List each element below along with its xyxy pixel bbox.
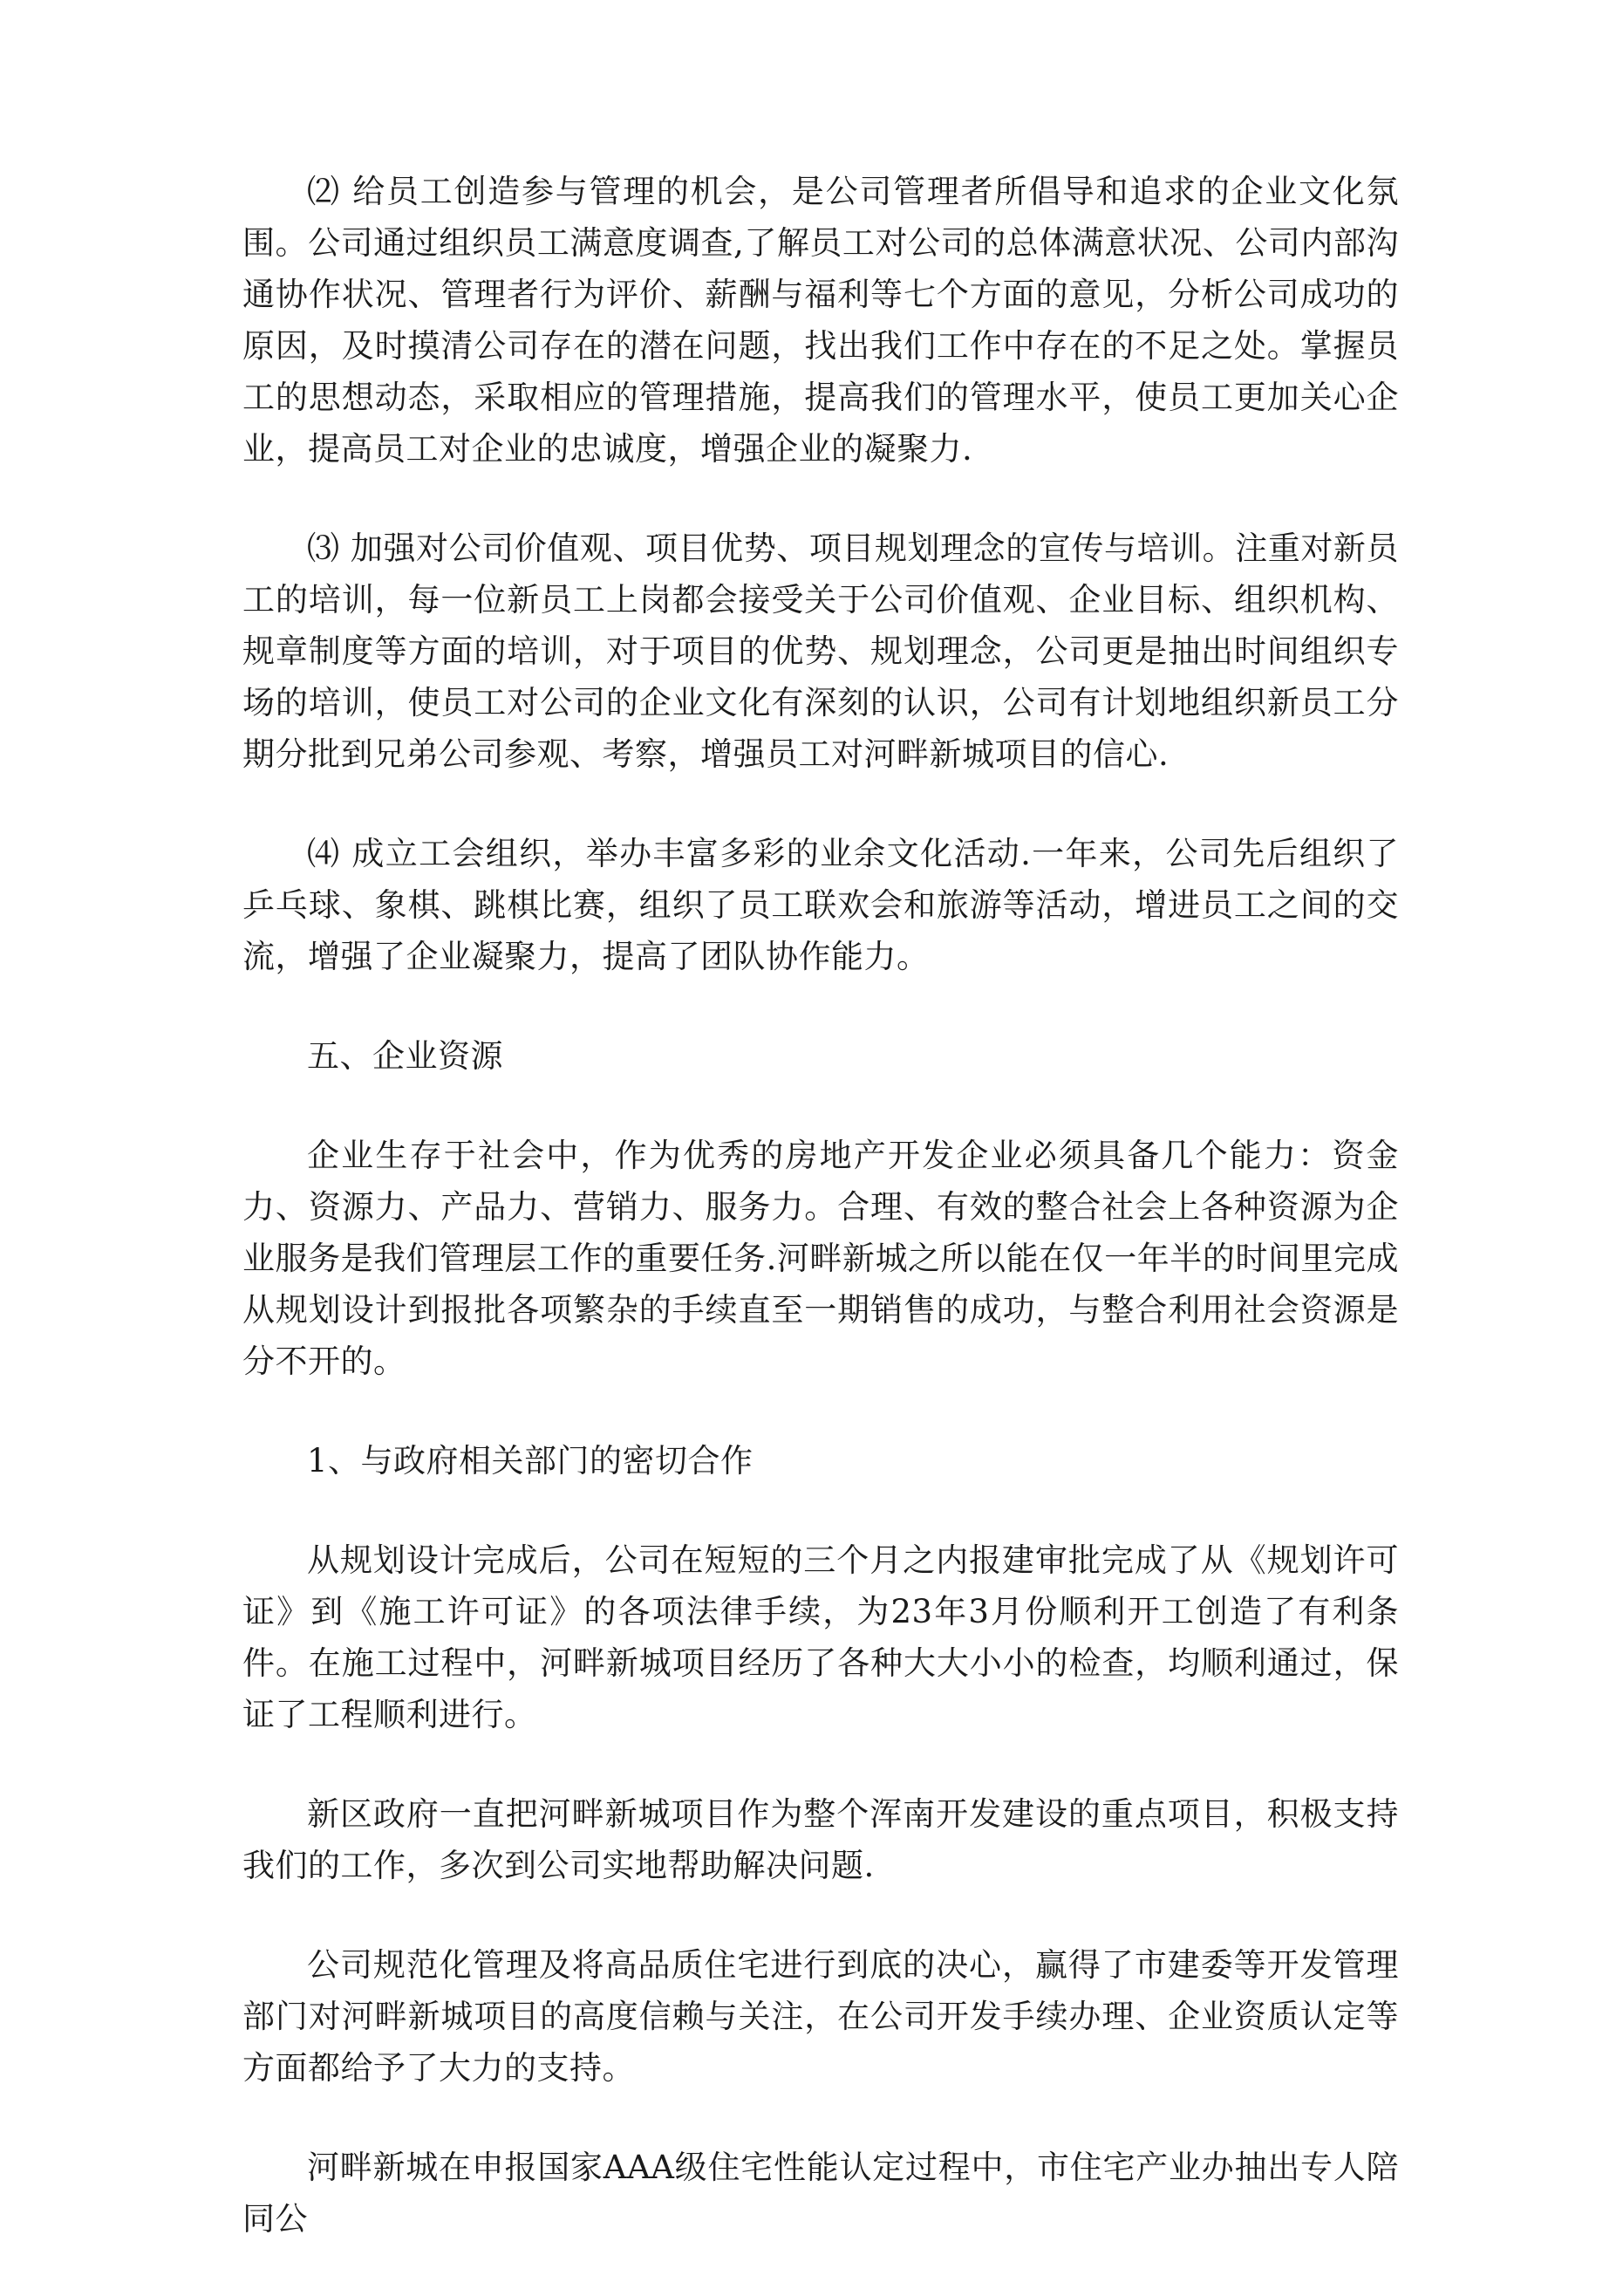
- paragraph-district-government: 新区政府一直把河畔新城项目作为整个浑南开发建设的重点项目，积极支持我们的工作，多次到公司实地帮助解决问题.: [242, 1795, 1399, 1884]
- section-heading-enterprise-resources: 五、企业资源: [307, 1037, 503, 1075]
- paragraph-employee-participation: ⑵ 给员工创造参与管理的机会，是公司管理者所倡导和追求的企业文化氛围。公司通过组织员工满意度调查,了解员工对公司的总体满意状况、公司内部沟通协作状况、管理者行为评价、薪酬与福利等七个方面的意见，分析公司成功的原因，及时摸清公司存在的潜在问题，找出我们工作中存在的不足之处。掌握员工的思想动态，采取相应的管理措施，提高我们的管理水平，使员工更加关心企业，提高员工对企业的忠诚度，增强企业的凝聚力.: [242, 173, 1399, 468]
- document-page: [242, 166, 1399, 2245]
- paragraph-enterprise-resources: 企业生存于社会中，作为优秀的房地产开发企业必须具备几个能力：资金力、资源力、产品力、营销力、服务力。合理、有效的整合社会上各种资源为企业服务是我们管理层工作的重要任务.河畔新城之所以能在仅一年半的时间里完成从规划设计到报批各项繁杂的手续直至一期销售的成功，与整合利用社会资源是分不开的。: [242, 1137, 1399, 1380]
- paragraph-construction-committee: 公司规范化管理及将高品质住宅进行到底的决心，赢得了市建委等开发管理部门对河畔新城项目的高度信赖与关注，在公司开发手续办理、企业资质认定等方面都给予了大力的支持。: [242, 1946, 1399, 2087]
- paragraph-union-activities: ⑷ 成立工会组织，举办丰富多彩的业余文化活动.一年来，公司先后组织了乒乓球、象棋、跳棋比赛，组织了员工联欢会和旅游等活动，增进员工之间的交流，增强了企业凝聚力，提高了团队协作能力。: [242, 835, 1399, 975]
- paragraph-aaa-certification: 河畔新城在申报国家AAA级住宅性能认定过程中，市住宅产业办抽出专人陪同公: [242, 2149, 1399, 2238]
- paragraph-permits: 从规划设计完成后，公司在短短的三个月之内报建审批完成了从《规划许可证》到《施工许可证》的各项法律手续，为23年3月份顺利开工创造了有利条件。在施工过程中，河畔新城项目经历了各种大大小小的检查，均顺利通过，保证了工程顺利进行。: [242, 1541, 1399, 1733]
- subheading-government-cooperation: 1、与政府相关部门的密切合作: [307, 1442, 754, 1479]
- paragraph-training: ⑶ 加强对公司价值观、项目优势、项目规划理念的宣传与培训。注重对新员工的培训，每一位新员工上岗都会接受关于公司价值观、企业目标、组织机构、规章制度等方面的培训，对于项目的优势、规划理念，公司更是抽出时间组织专场的培训，使员工对公司的企业文化有深刻的认识，公司有计划地组织新员工分期分批到兄弟公司参观、考察，增强员工对河畔新城项目的信心.: [242, 530, 1399, 773]
